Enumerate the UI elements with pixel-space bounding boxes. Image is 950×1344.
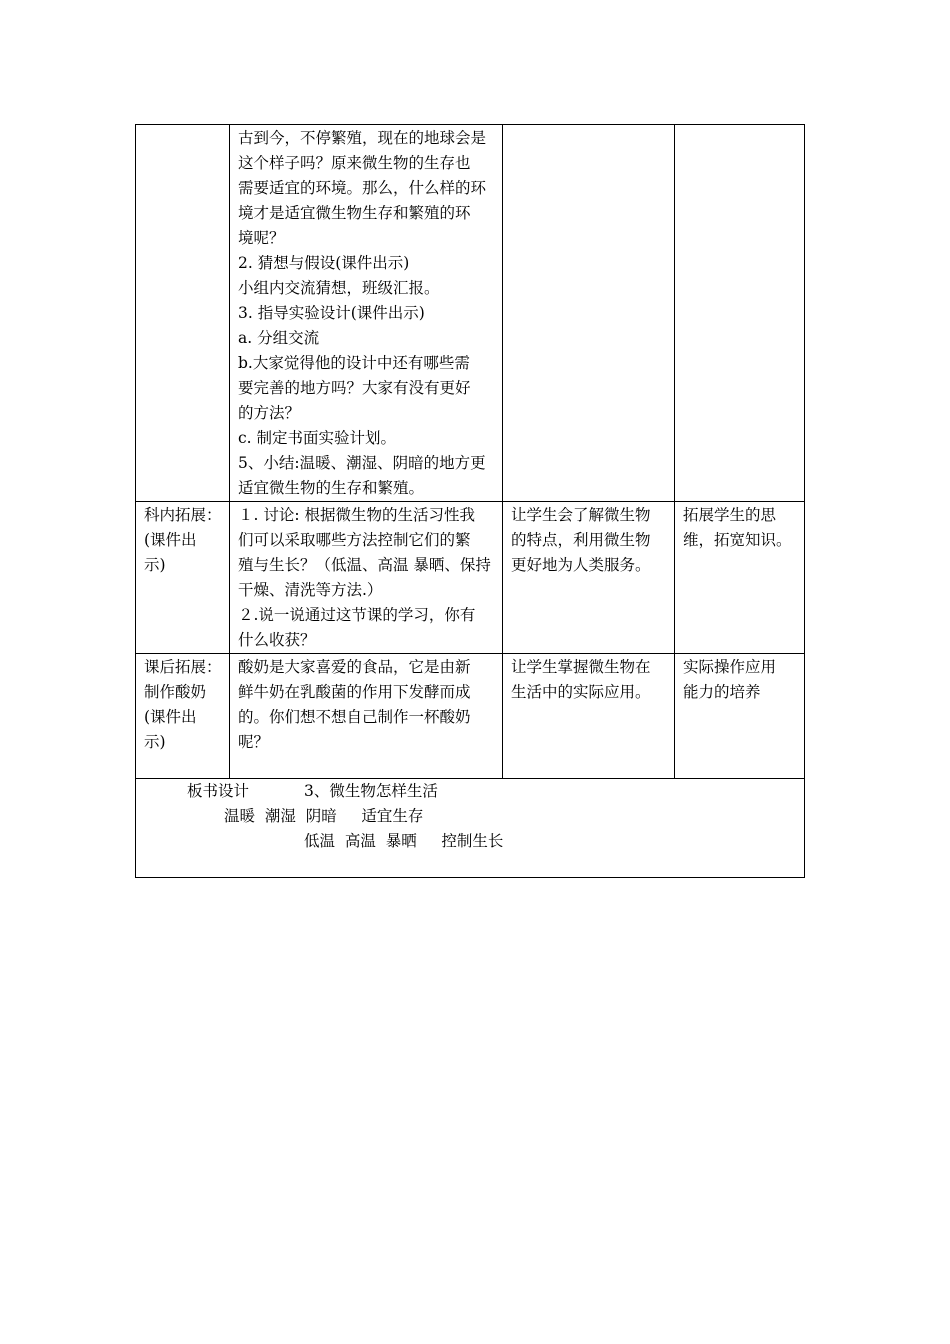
text-line: 生活中的实际应用。 — [511, 683, 651, 701]
purpose-cell — [503, 125, 675, 502]
text-line: 让学生会了解微生物 — [511, 506, 651, 524]
text-line: 课后拓展： — [144, 658, 222, 676]
text-line: 示) — [144, 733, 166, 751]
text-line: 古到今，不停繁殖，现在的地球会是 — [238, 129, 487, 147]
text-line: 要完善的地方吗？大家有没有更好 — [238, 379, 471, 397]
purpose-cell — [503, 654, 675, 779]
text-line: 维，拓宽知识。 — [683, 531, 792, 549]
text-line: 能力的培养 — [683, 683, 761, 701]
text-line: 科内拓展： — [144, 506, 222, 524]
text-line: 酸奶是大家喜爱的食品，它是由新 — [238, 658, 471, 676]
text-line: 呢？ — [238, 733, 270, 751]
text-line: 需要适宜的环境。那么，什么样的环 — [238, 179, 487, 197]
text-line: 让学生掌握微生物在 — [511, 658, 651, 676]
table-row — [136, 502, 805, 654]
board-design-line: 低温 高温 暴晒 控制生长 — [304, 832, 504, 850]
board-design-cell — [136, 779, 805, 878]
text-line: 小组内交流猜想，班级汇报。 — [238, 279, 440, 297]
board-design-label: 板书设计 — [187, 782, 250, 800]
note-cell — [675, 502, 805, 654]
text-line: 境呢？ — [238, 229, 285, 247]
text-line: 的特点，利用微生物 — [511, 531, 651, 549]
text-line: 这个样子吗？原来微生物的生存也 — [238, 154, 471, 172]
text-line: 5、小结:温暖、潮湿、阴暗的地方更 — [238, 454, 486, 472]
stage-cell — [136, 654, 230, 779]
text-line: ２.说一说通过这节课的学习，你有 — [238, 606, 476, 624]
text-line: 更好地为人类服务。 — [511, 556, 651, 574]
text-line: 拓展学生的思 — [683, 506, 777, 524]
text-line: 的。你们想不想自己制作一杯酸奶 — [238, 708, 471, 726]
text-line: 鲜牛奶在乳酸菌的作用下发酵而成 — [238, 683, 471, 701]
board-design-row — [136, 779, 805, 878]
text-line: 的方法？ — [238, 404, 301, 422]
text-line: c. 制定书面实验计划。 — [238, 429, 397, 447]
text-line: 示) — [144, 556, 166, 574]
text-line: 3. 指导实验设计(课件出示) — [238, 304, 425, 322]
text-line: 什么收获？ — [238, 631, 316, 649]
text-line: 们可以采取哪些方法控制它们的繁 — [238, 531, 471, 549]
note-cell — [675, 125, 805, 502]
text-line: 境才是适宜微生物生存和繁殖的环 — [238, 204, 471, 222]
table-row — [136, 125, 805, 502]
activity-cell — [230, 502, 503, 654]
text-line: a. 分组交流 — [238, 329, 320, 347]
note-cell — [675, 654, 805, 779]
text-line: 实际操作应用 — [683, 658, 777, 676]
stage-cell — [136, 125, 230, 502]
text-line: b.大家觉得他的设计中还有哪些需 — [238, 354, 470, 372]
text-line: 制作酸奶 — [144, 683, 207, 701]
stage-cell — [136, 502, 230, 654]
text-line: 适宜微生物的生存和繁殖。 — [238, 479, 425, 497]
board-design-title: 3、微生物怎样生活 — [304, 782, 438, 800]
board-design-line: 温暖 潮湿 阴暗 适宜生存 — [224, 807, 424, 825]
text-line: 殖与生长？（低温、高温 暴晒、保持 — [238, 556, 491, 574]
text-line: 2. 猜想与假设(课件出示) — [238, 254, 410, 272]
text-line: 干燥、清洗等方法.） — [238, 581, 383, 599]
activity-cell — [230, 125, 503, 502]
table-row — [136, 654, 805, 779]
lesson-plan-table — [135, 124, 805, 878]
text-line: (课件出 — [144, 708, 197, 726]
purpose-cell — [503, 502, 675, 654]
text-line: １. 讨论: 根据微生物的生活习性我 — [238, 506, 476, 524]
text-line: (课件出 — [144, 531, 197, 549]
activity-cell — [230, 654, 503, 779]
